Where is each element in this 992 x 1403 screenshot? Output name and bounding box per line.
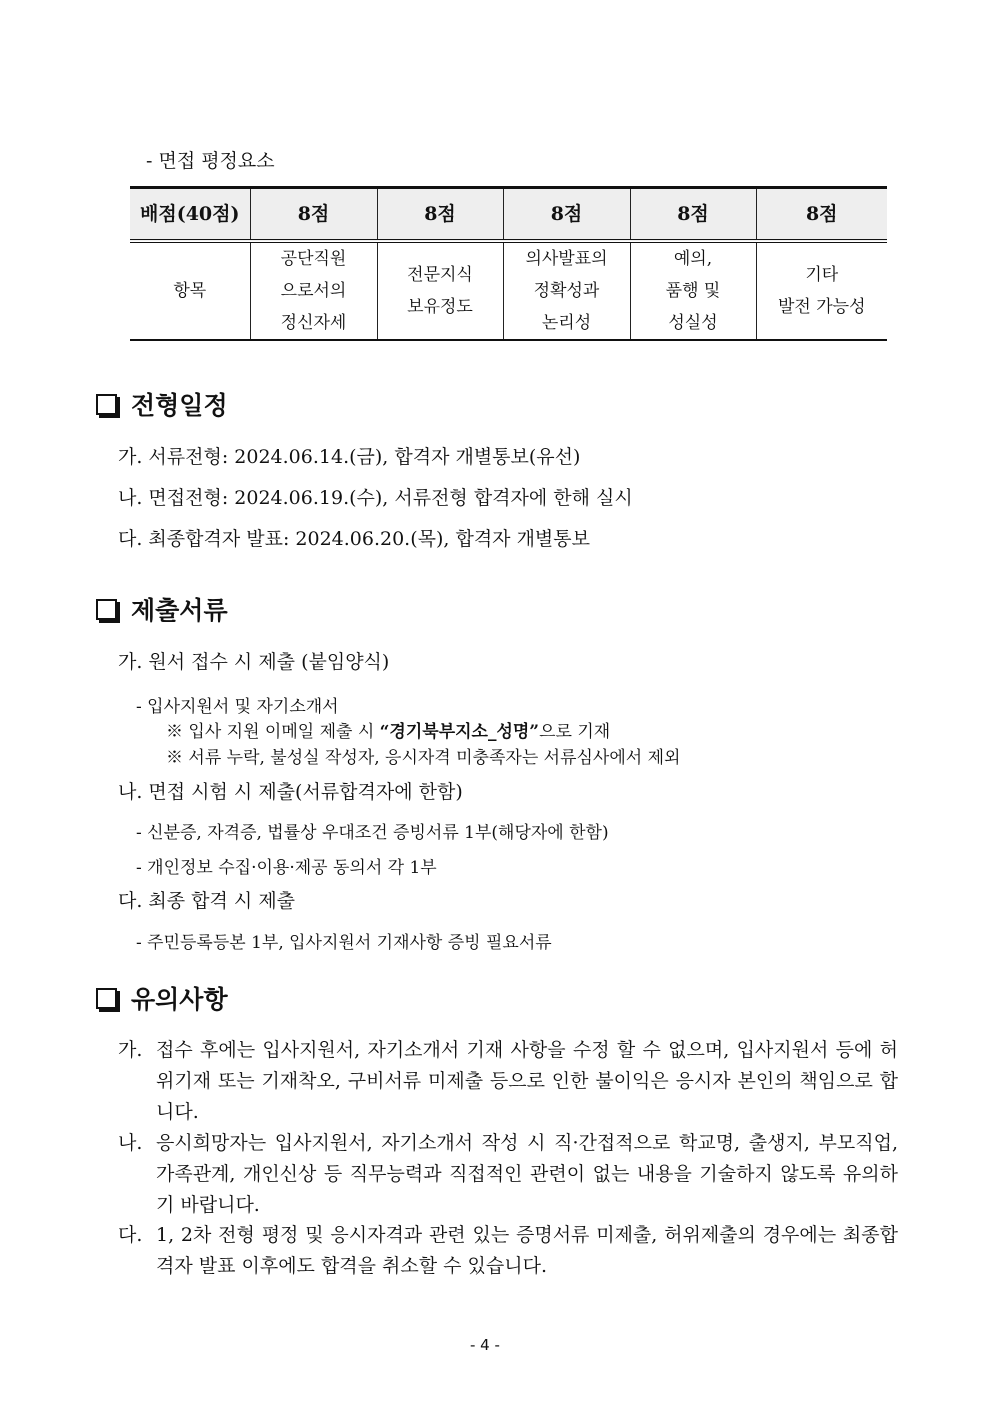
cell-line: 으로서의 <box>280 281 347 301</box>
cell-line: 발전 가능성 <box>777 297 866 317</box>
section-title: 제출서류 <box>131 596 228 625</box>
schedule-item: 가. 서류전형: 2024.06.14.(금), 합격자 개별통보(유선) <box>118 446 581 468</box>
note-label: 나. <box>118 1132 143 1154</box>
table-row <box>130 241 887 340</box>
documents-c-title: 다. 최종 합격 시 제출 <box>118 890 296 912</box>
documents-a-title: 가. 원서 접수 시 제출 (붙임양식) <box>118 651 390 673</box>
section-title: 유의사항 <box>131 985 228 1014</box>
table-cell <box>377 241 503 340</box>
header-cell: 8점 <box>630 188 756 242</box>
note-text: ※ 입사 지원 이메일 제출 시 <box>166 722 380 742</box>
interview-evaluation-table <box>130 186 887 341</box>
note-bold-text: “경기북부지소_성명” <box>379 722 540 742</box>
row-label: 항목 <box>130 241 250 340</box>
table-cell <box>250 241 377 340</box>
note-text: 1, 2차 전형 평정 및 응시자격과 관련 있는 증명서류 미제출, 허위제출의 경우에는 최종합격자 발표 이후에도 합격을 취소할 수 있습니다. <box>156 1224 898 1277</box>
header-cell: 8점 <box>756 188 887 242</box>
note-label: 다. <box>118 1224 143 1246</box>
documents-c-item: - 주민등록등본 1부, 입사지원서 기재사항 증빙 필요서류 <box>136 933 552 953</box>
header-cell: 8점 <box>503 188 630 242</box>
cell-line: 정확성과 <box>533 281 600 301</box>
schedule-item: 다. 최종합격자 발표: 2024.06.20.(목), 합격자 개별통보 <box>118 528 590 550</box>
cell-line: 의사발표의 <box>525 249 608 269</box>
cell-line: 품행 및 <box>665 281 721 301</box>
table-cell <box>756 241 887 340</box>
table-cell <box>503 241 630 340</box>
note-text: 응시희망자는 입사지원서, 자기소개서 작성 시 직·간접적으로 학교명, 출생지, 부모직업, 가족관계, 개인신상 등 직무능력과 직접적인 관련이 없는 내용을 기술하지 않도록 유의하기 바랍니다. <box>156 1132 898 1216</box>
header-cell: 8점 <box>250 188 377 242</box>
table-header-row <box>130 188 887 242</box>
schedule-item: 나. 면접전형: 2024.06.19.(수), 서류전형 합격자에 한해 실시 <box>118 487 633 509</box>
cell-line: 보유정도 <box>407 297 473 317</box>
cell-line: 논리성 <box>541 313 592 333</box>
section-heading-documents <box>96 591 228 627</box>
section-heading-notes <box>96 980 228 1016</box>
table-cell <box>630 241 756 340</box>
cell-line: 예의, <box>673 249 713 269</box>
cell-line: 정신자세 <box>280 313 347 333</box>
note-label: 가. <box>118 1039 143 1061</box>
note-text: 으로 기재 <box>539 722 611 742</box>
cell-line: 전문지식 <box>407 265 473 285</box>
cell-line: 기타 <box>805 265 839 285</box>
header-cell: 8점 <box>377 188 503 242</box>
header-cell: 배점(40점) <box>130 188 250 242</box>
checkbox-square-icon <box>96 988 117 1009</box>
checkbox-square-icon <box>96 599 117 620</box>
documents-b-item: - 신분증, 자격증, 법률상 우대조건 증빙서류 1부(해당자에 한함) <box>136 823 609 843</box>
documents-a-item: - 입사지원서 및 자기소개서 <box>136 697 339 717</box>
documents-b-item: - 개인정보 수집·이용·제공 동의서 각 1부 <box>136 858 437 878</box>
note-item <box>118 1220 898 1282</box>
documents-a-note1 <box>166 717 610 742</box>
note-text: 접수 후에는 입사지원서, 자기소개서 기재 사항을 수정 할 수 없으며, 입사지원서 등에 허위기재 또는 기재착오, 구비서류 미제출 등으로 인한 불이익은 응시자 본인의 책임으로 합니다. <box>156 1039 898 1123</box>
documents-a-note2: ※ 서류 누락, 불성실 작성자, 응시자격 미충족자는 서류심사에서 제외 <box>166 748 681 768</box>
page-number: - 4 - <box>470 1336 500 1354</box>
note-item <box>118 1128 898 1221</box>
cell-line: 성실성 <box>668 313 718 333</box>
cell-line: 공단직원 <box>280 249 347 269</box>
checkbox-square-icon <box>96 394 117 415</box>
documents-b-title: 나. 면접 시험 시 제출(서류합격자에 한함) <box>118 781 463 803</box>
note-item <box>118 1035 898 1128</box>
section-heading-schedule <box>96 386 228 422</box>
section-title: 전형일정 <box>131 391 228 420</box>
eval-subtitle: - 면접 평정요소 <box>146 150 275 172</box>
